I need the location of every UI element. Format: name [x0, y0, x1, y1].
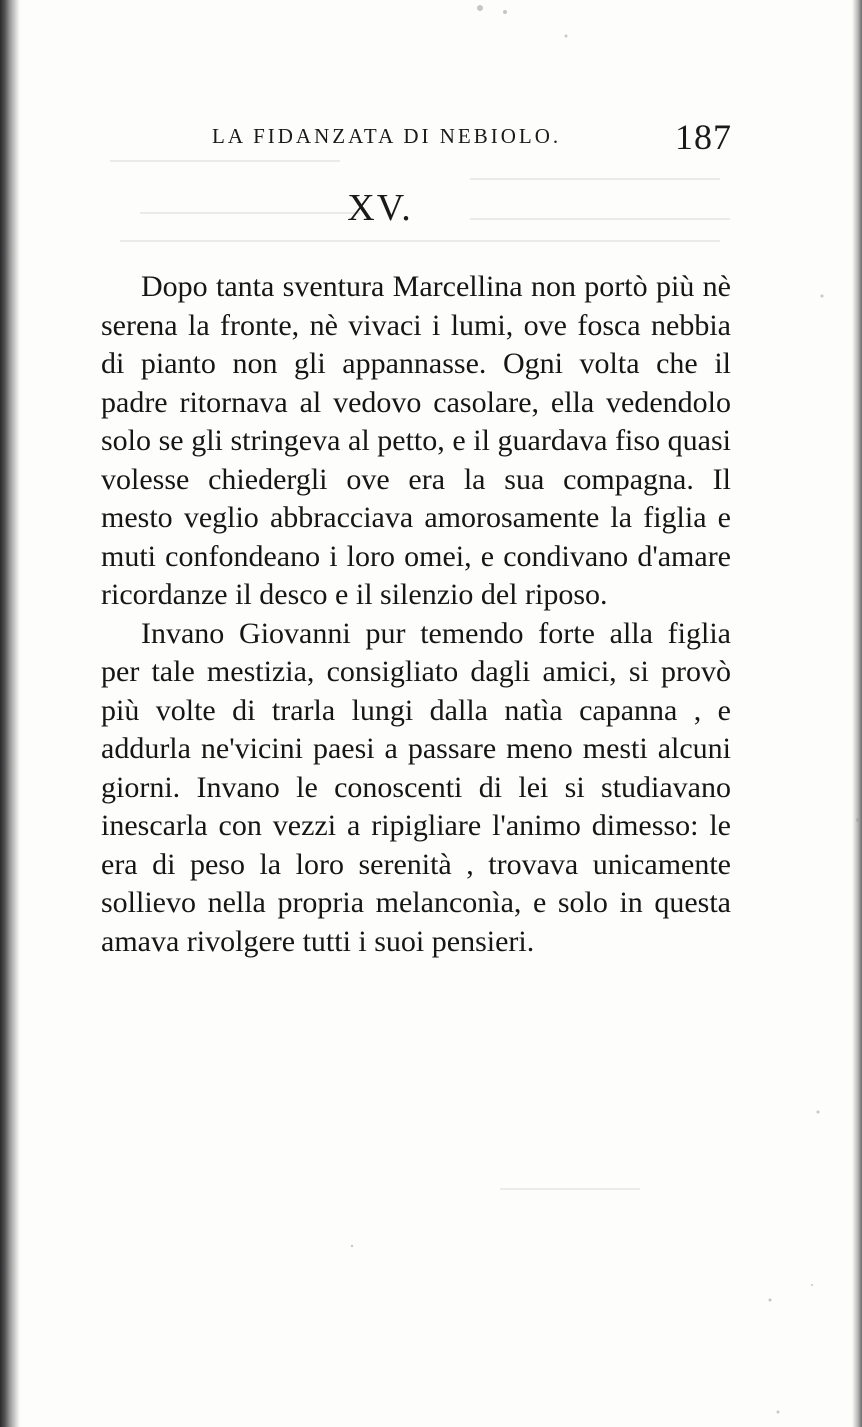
body-text	[101, 268, 731, 961]
paragraph-2: Invano Giovanni pur temendo forte alla figlia per tale mestizia, consigliato dagli amici, si provò più volte di trarla lungi dalla natìa capanna , e addurla ne'vicini paesi a passare meno mesti alcuni giorni. Invano le conoscenti di lei si studiavano inescarla con vezzi a ripigliare l'animo dimesso: le era di peso la loro serenità , trovava unicamente sollievo nella propria melanconìa, e solo in questa amava rivolgere tutti i suoi pensieri.	[101, 616, 731, 958]
running-title: LA FIDANZATA DI NEBIOLO.	[212, 124, 562, 148]
paragraph-1: Dopo tanta sventura Marcellina non portò più nè serena la fronte, nè vivaci i lumi, ove fosca nebbia di pianto non gli appannasse. Ogni volta che il padre ritornava al vedovo casolare, ella vedendolo solo se gli stringeva al petto, e il guardava fiso quasi volesse chiedergli ove era la sua compagna. Il mesto veglio abbracciava amorosamente la figlia e muti confondeano i loro omei, e condivano d'amare ricordanze il desco e il silenzio del riposo.	[101, 270, 731, 611]
page-edge-shadow	[852, 0, 862, 1427]
page-number: 187	[675, 117, 732, 157]
chapter-number: XV.	[347, 187, 413, 229]
running-header	[212, 116, 732, 156]
